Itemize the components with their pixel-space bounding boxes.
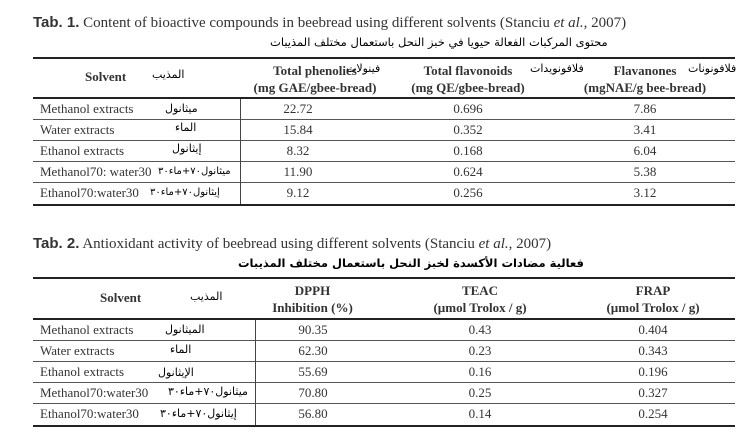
table2-header-dpph: [250, 282, 375, 316]
table1-row5-solvent-ar: إيثانول٧٠+ماء٣٠: [150, 187, 220, 198]
table2-header-frap: [578, 282, 728, 316]
table1-title-main: Content of bioactive compounds in beebread using different solvents (Stanciu: [79, 15, 554, 31]
table1-row4-solvent-ar: ميثانول٧٠+ماء٣٠: [158, 166, 231, 177]
table2-header-rule: [33, 318, 735, 320]
table1-row3-solvent: Ethanol extracts: [40, 143, 125, 158]
table1-row4-solvent: Methanol70: water30: [40, 164, 152, 179]
table1-row5-flavanones: 3.12: [633, 185, 657, 200]
table2-title-prefix: Tab. 2.: [33, 235, 80, 252]
table1-header-flavonoids-line1: Total flavonoids: [423, 63, 513, 78]
table2-row1-teac: 0.43: [468, 322, 492, 337]
table1-header-flavonoids: [398, 62, 538, 96]
table1-header-flavonoids-line2: (mg QE/gbee-bread): [411, 80, 525, 95]
table2-row3-solvent-ar: الإيثانول: [158, 366, 194, 379]
table2-row5-dpph: 56.80: [298, 406, 328, 421]
table2-header-teac: [405, 282, 555, 316]
table1-top-rule: [33, 57, 735, 59]
table1-row5-flavonoids: 0.256: [453, 185, 483, 200]
table1-row4-phenolics: 11.90: [283, 164, 313, 179]
table2-col-divider: [255, 320, 256, 425]
table1-row5-phenolics: 9.12: [286, 185, 310, 200]
table2-title: [33, 235, 551, 253]
table2-row3-dpph: 55.69: [298, 364, 328, 379]
table1-row1-phenolics: 22.72: [283, 101, 313, 116]
table2-header-teac-line1: TEAC: [461, 283, 499, 298]
table2-row2-dpph: 62.30: [298, 343, 328, 358]
table2-title-italic: et al.: [478, 236, 509, 252]
table1-row-divider: [33, 182, 735, 183]
table2-header-dpph-line1: DPPH: [294, 283, 331, 298]
table1-col-divider: [240, 99, 241, 204]
table2-header-solvent: Solvent: [100, 290, 142, 305]
table2-row5-solvent-ar: إيثانول٧٠+ماء٣٠: [160, 407, 237, 420]
table1-header-phenolics-line1: Total phenolics: [273, 63, 357, 78]
table2-row-divider: [33, 361, 735, 362]
table2-row3-teac: 0.16: [468, 364, 492, 379]
table1-row-divider: [33, 140, 735, 141]
table2-row-divider: [33, 403, 735, 404]
table2-row-divider: [33, 382, 735, 383]
table2-bottom-rule: [33, 425, 735, 427]
table1-header-flavanones-line1: Flavanones: [613, 63, 677, 78]
table1-header-solvent-ar: المذيب: [152, 68, 185, 81]
table2-row1-frap: 0.404: [638, 322, 668, 337]
table2-row2-solvent-ar: الماء: [170, 343, 192, 356]
table1-row-divider: [33, 161, 735, 162]
table2-row1-solvent-ar: الميثانول: [165, 323, 205, 336]
table1-row2-flavanones: 3.41: [633, 122, 657, 137]
table1-bottom-rule: [33, 204, 735, 206]
table1-row2-solvent: Water extracts: [40, 122, 115, 137]
table2-row4-dpph: 70.80: [298, 385, 328, 400]
table1-header-flavonoids-ar: فلافونويدات: [530, 62, 584, 75]
table2-header-teac-line2: (µmol Trolox / g): [433, 300, 527, 315]
table2-row2-solvent: Water extracts: [40, 343, 115, 358]
table1-row5-solvent: Ethanol70:water30: [40, 185, 139, 200]
table1-title: [33, 14, 626, 32]
table1-row1-flavanones: 7.86: [633, 101, 657, 116]
table2-row1-solvent: Methanol extracts: [40, 322, 134, 337]
table2-row3-frap: 0.196: [638, 364, 668, 379]
table2-header-solvent-ar: المذيب: [190, 290, 223, 303]
table1-row3-solvent-ar: إيثانول: [172, 142, 202, 155]
table1-row1-solvent-ar: ميثانول: [165, 102, 198, 115]
table1-header-flavanones-line2: (mgNAE/g bee-bread): [583, 80, 707, 95]
table2-row4-teac: 0.25: [468, 385, 492, 400]
table1-row2-phenolics: 15.84: [283, 122, 313, 137]
table1-row3-flavonoids: 0.168: [453, 143, 483, 158]
table1-row2-solvent-ar: الماء: [175, 121, 197, 134]
table1-title-prefix: Tab. 1.: [33, 14, 80, 31]
table2-row5-solvent: Ethanol70:water30: [40, 406, 139, 421]
table2-row3-solvent: Ethanol extracts: [40, 364, 125, 379]
table2-row5-frap: 0.254: [638, 406, 668, 421]
table2-top-rule: [33, 277, 735, 279]
table2-row2-teac: 0.23: [468, 343, 492, 358]
table2-row2-frap: 0.343: [638, 343, 668, 358]
table2-row-divider: [33, 340, 735, 341]
table2-row1-dpph: 90.35: [298, 322, 328, 337]
table1-row4-flavanones: 5.38: [633, 164, 657, 179]
table1-row1-flavonoids: 0.696: [453, 101, 483, 116]
table2-title-ar: فعالية مضادات الأكسدة لخبز النحل باستعمال مختلف المذيبات: [238, 256, 584, 270]
table1-header-rule: [33, 97, 735, 99]
table2-title-main: Antioxidant activity of beebread using different solvents (Stanciu: [79, 236, 479, 252]
table1-header-phenolics-line2: (mg GAE/gbee-bread): [253, 80, 377, 95]
table1-row2-flavonoids: 0.352: [453, 122, 483, 137]
table1-header-phenolics-ar: فينولات: [346, 62, 381, 75]
table2-header-frap-line2: (µmol Trolox / g): [606, 300, 700, 315]
table2-header-frap-line1: FRAP: [635, 283, 671, 298]
table2-header-dpph-line2: Inhibition (%): [272, 300, 353, 315]
table2-row4-frap: 0.327: [638, 385, 668, 400]
table1-title-ar: محتوى المركبات الفعالة حيويا في خبز النحل باستعمال مختلف المذيبات: [270, 35, 608, 49]
table2-row5-teac: 0.14: [468, 406, 492, 421]
table2-title-suffix: , 2007): [508, 236, 552, 252]
table2-row4-solvent: Methanol70:water30: [40, 385, 149, 400]
table1-header-solvent: Solvent: [85, 69, 127, 84]
table2-row4-solvent-ar: ميثانول٧٠+ماء٣٠: [168, 385, 248, 398]
table1-title-italic: et al.: [553, 15, 584, 31]
table1-header-flavanones-ar: فلافونونات: [688, 62, 737, 75]
table1-row4-flavonoids: 0.624: [453, 164, 483, 179]
table1-title-suffix: , 2007): [583, 15, 627, 31]
table1-row3-flavanones: 6.04: [633, 143, 657, 158]
table1-row1-solvent: Methanol extracts: [40, 101, 134, 116]
table1-row-divider: [33, 119, 735, 120]
table1-row3-phenolics: 8.32: [286, 143, 310, 158]
